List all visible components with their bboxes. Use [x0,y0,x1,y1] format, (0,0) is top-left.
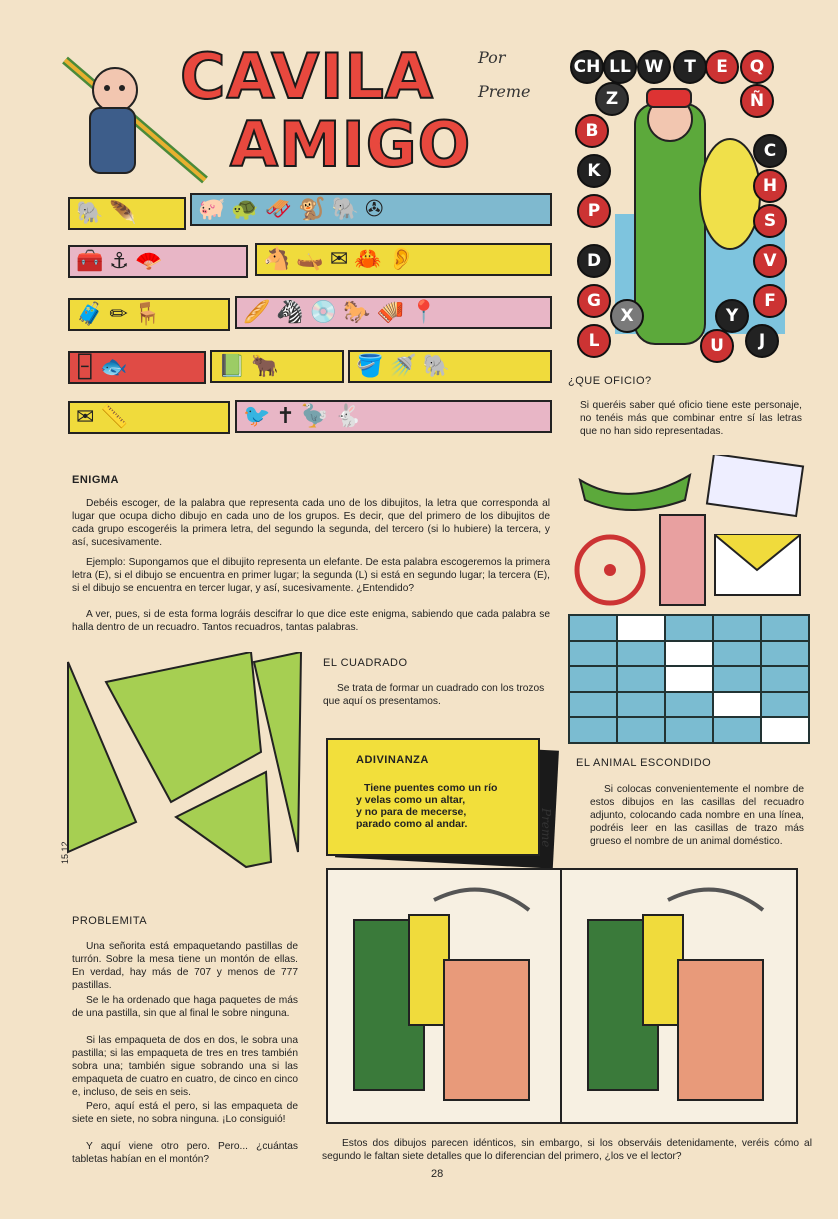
adivinanza-line-2: y velas como un altar, [356,794,466,806]
rabbit-icon: 🐇 [334,403,362,429]
letter-circle: Ñ [740,84,774,118]
bucket-icon: 🪣 [356,353,384,379]
accordion-icon: 🪗 [376,299,405,325]
animal-text: Si colocas convenientemente el nombre de estos dibujos en las casillas del recuadro adjunto, colocando cada nombre en una línea, podréis leer en las casillas de trazo más grueso el nombre de un animal doméstico. [590,784,804,847]
letter-circle: X [610,299,644,333]
zebra-icon: 🦓 [276,299,304,325]
enigma-group-6 [235,296,552,329]
turtle-icon: 🐢 [231,196,259,222]
enigma-group-3 [68,245,248,278]
letter-circle: Y [715,299,749,333]
cuadrado-title: EL CUADRADO [323,657,408,669]
ruler-icon: 📏 [100,404,128,430]
letter-icon: ✉ [329,246,349,272]
chest-icon: 🧰 [76,248,104,274]
enigma-group-7 [68,351,206,384]
sled-icon: 🛷 [264,196,293,222]
record-icon: 💿 [309,299,338,325]
problemita-paragraph-5: Y aquí viene otro pero. Pero... ¿cuántas tabletas habían en el montón? [72,1141,298,1165]
adivinanza-box [326,738,540,856]
enigma-paragraph-2: Ejemplo: Supongamos que el dibujito representa un elefante. De esta palabra escogeremos la primera letra (E), si el dibujo se encuentra en primer lugar; la segunda (L) si está en segundo lugar; la tercera (E), si el dibujo se encuentra en tercer lugar, y así, sucesivamente. ¿Entendido? [72,557,550,594]
letter-circle: V [753,244,787,278]
cuadrado-text: Se trata de formar un cuadrado con los trozos que aquí os presentamos. [323,683,545,707]
oficio-text: Si queréis saber qué oficio tiene este personaje, no tenéis más que combinar entre sí las letras que no han sido representadas. [580,400,802,437]
anchor-icon: ⚓ [109,248,130,274]
masthead-title-line1: CAVILA [180,40,434,113]
horse-icon: 🐎 [343,299,371,325]
enigma-group-9 [348,350,552,383]
elephant-icon: 🐘 [76,200,104,226]
crab-icon: 🦀 [354,246,382,272]
letter-circle: G [577,284,611,318]
bread-icon: 🥖 [243,299,271,325]
donkey-icon: 🐴 [263,246,291,272]
animal-objects-illustration [570,455,810,615]
table-icon: 🪑 [133,301,162,327]
monkey-icon: 🐒 [298,196,326,222]
letter-circle: F [753,284,787,318]
enigma-group-8 [210,350,344,383]
letter-circle: CH [570,50,604,84]
pencil-icon: ✏ [109,301,128,327]
enigma-group-4 [255,243,552,276]
enigma-group-1 [68,197,186,230]
letter-circle: S [753,204,787,238]
letter-circle: E [705,50,739,84]
domino-icon: 🁣 [76,354,94,380]
letter-circle: Q [740,50,774,84]
hidden-animal-grid [568,614,810,744]
envelope-icon: ✉ [76,404,95,430]
enigma-group-2 [190,193,552,226]
bird-icon: 🐦 [243,403,271,429]
oficio-title: ¿QUE OFICIO? [568,375,652,387]
enigma-paragraph-3: A ver, pues, si de esta forma lográis descifrar lo que dice este enigma, sabiendo que cada palabra se halla dentro de un recuadro. Tantos recuadros, tantas palabras. [72,609,550,633]
by-label: Por [478,48,506,67]
differences-frame [326,868,798,1124]
letter-circle: P [577,194,611,228]
book-icon: 📗 [218,353,246,379]
adivinanza-line-4: parado como al andar. [356,818,468,830]
warriors-drawing-1 [334,880,554,1120]
elephant-icon: 🐘 [331,196,360,222]
animal-title: EL ANIMAL ESCONDIDO [576,757,712,769]
pin-icon: 📍 [410,299,438,325]
suitcase-icon: 🧳 [76,301,104,327]
fan-icon: 🪭 [135,248,163,274]
letter-circle: J [745,324,779,358]
adivinanza-line-3: y no para de mecerse, [356,806,467,818]
problemita-paragraph-4: Pero, aquí está el pero, si las empaqueta de siete en siete, no sobra ninguna. ¡Lo consiguió! [72,1101,298,1125]
oficio-illustration [565,44,805,364]
letter-circle: LL [603,50,637,84]
enigma-group-10 [68,401,230,434]
adivinanza-line-1: Tiene puentes como un río [364,782,498,794]
masthead [60,40,560,190]
elephant-icon: 🐘 [422,353,451,379]
differences-caption: Estos dos dibujos parecen idénticos, sin embargo, si los observáis detenidamente, veréis cómo al segundo le faltan siete detalles que lo diferencian del primero, ¿los ve el lector? [322,1138,812,1162]
enigma-title: ENIGMA [72,474,119,486]
letter-circle: B [575,114,609,148]
letter-circle: Z [595,82,629,116]
windmill-icon: ✇ [365,196,384,222]
warriors-drawing-2 [568,880,788,1120]
enigma-group-11 [235,400,552,433]
letter-circle: K [577,154,611,188]
masthead-title-line2: AMIGO [230,108,472,181]
square-puzzle-pieces [66,652,306,874]
pig-icon: 🐖 [198,196,226,222]
letter-circle: D [577,244,611,278]
letter-circle: H [753,169,787,203]
boat-icon: 🛶 [296,246,324,272]
letter-circle: U [700,329,734,363]
cuadrado-signature: 15.12 [60,841,70,864]
adivinanza-signature: Preme [539,808,553,848]
fish-icon: 🐟 [99,354,128,380]
adivinanza-title: ADIVINANZA [356,754,429,766]
shower-icon: 🚿 [389,353,417,379]
page-number: 28 [431,1168,444,1180]
ox-icon: 🐂 [251,353,279,379]
letter-circle: W [637,50,671,84]
letter-circle: L [577,324,611,358]
problemita-paragraph-2: Se le ha ordenado que haga paquetes de más de una pastilla, sin que al final le sobre ninguna. [72,995,298,1019]
problemita-paragraph-3: Si las empaqueta de dos en dos, le sobra una pastilla; si las empaqueta de tres en tres también sobra una; también sigue sobrando una si las empaqueta de cuatro en cuatro, de cinco en cinco e, incluso, de seis en seis. [72,1035,298,1098]
letter-circle: C [753,134,787,168]
enigma-group-5 [68,298,230,331]
problemita-paragraph-1: Una señorita está empaquetando pastillas de turrón. Sobre la mesa tiene un montón de ellas. En verdad, hay más de 707 y menos de 777 pastillas. [72,941,298,991]
ostrich-icon: 🦤 [300,403,329,429]
ear-icon: 👂 [387,246,416,272]
letter-circle: T [673,50,707,84]
enigma-paragraph-1: Debéis escoger, de la palabra que representa cada uno de los dibujitos, la letra que corresponda al lugar que ocupa dicho dibujo en cada uno de los grupos. Es decir, que del primero de los dibujitos de cada grupo escogeréis la primera letra, del segundo la segunda, del tercero (si lo hubiere) la tercera, y así, sucesivamente. [72,498,550,548]
feather-icon: 🪶 [109,200,137,226]
author-name: Preme [478,82,531,101]
differences-divider [560,870,562,1122]
problemita-title: PROBLEMITA [72,915,148,927]
cross-icon: ✝ [276,403,295,429]
